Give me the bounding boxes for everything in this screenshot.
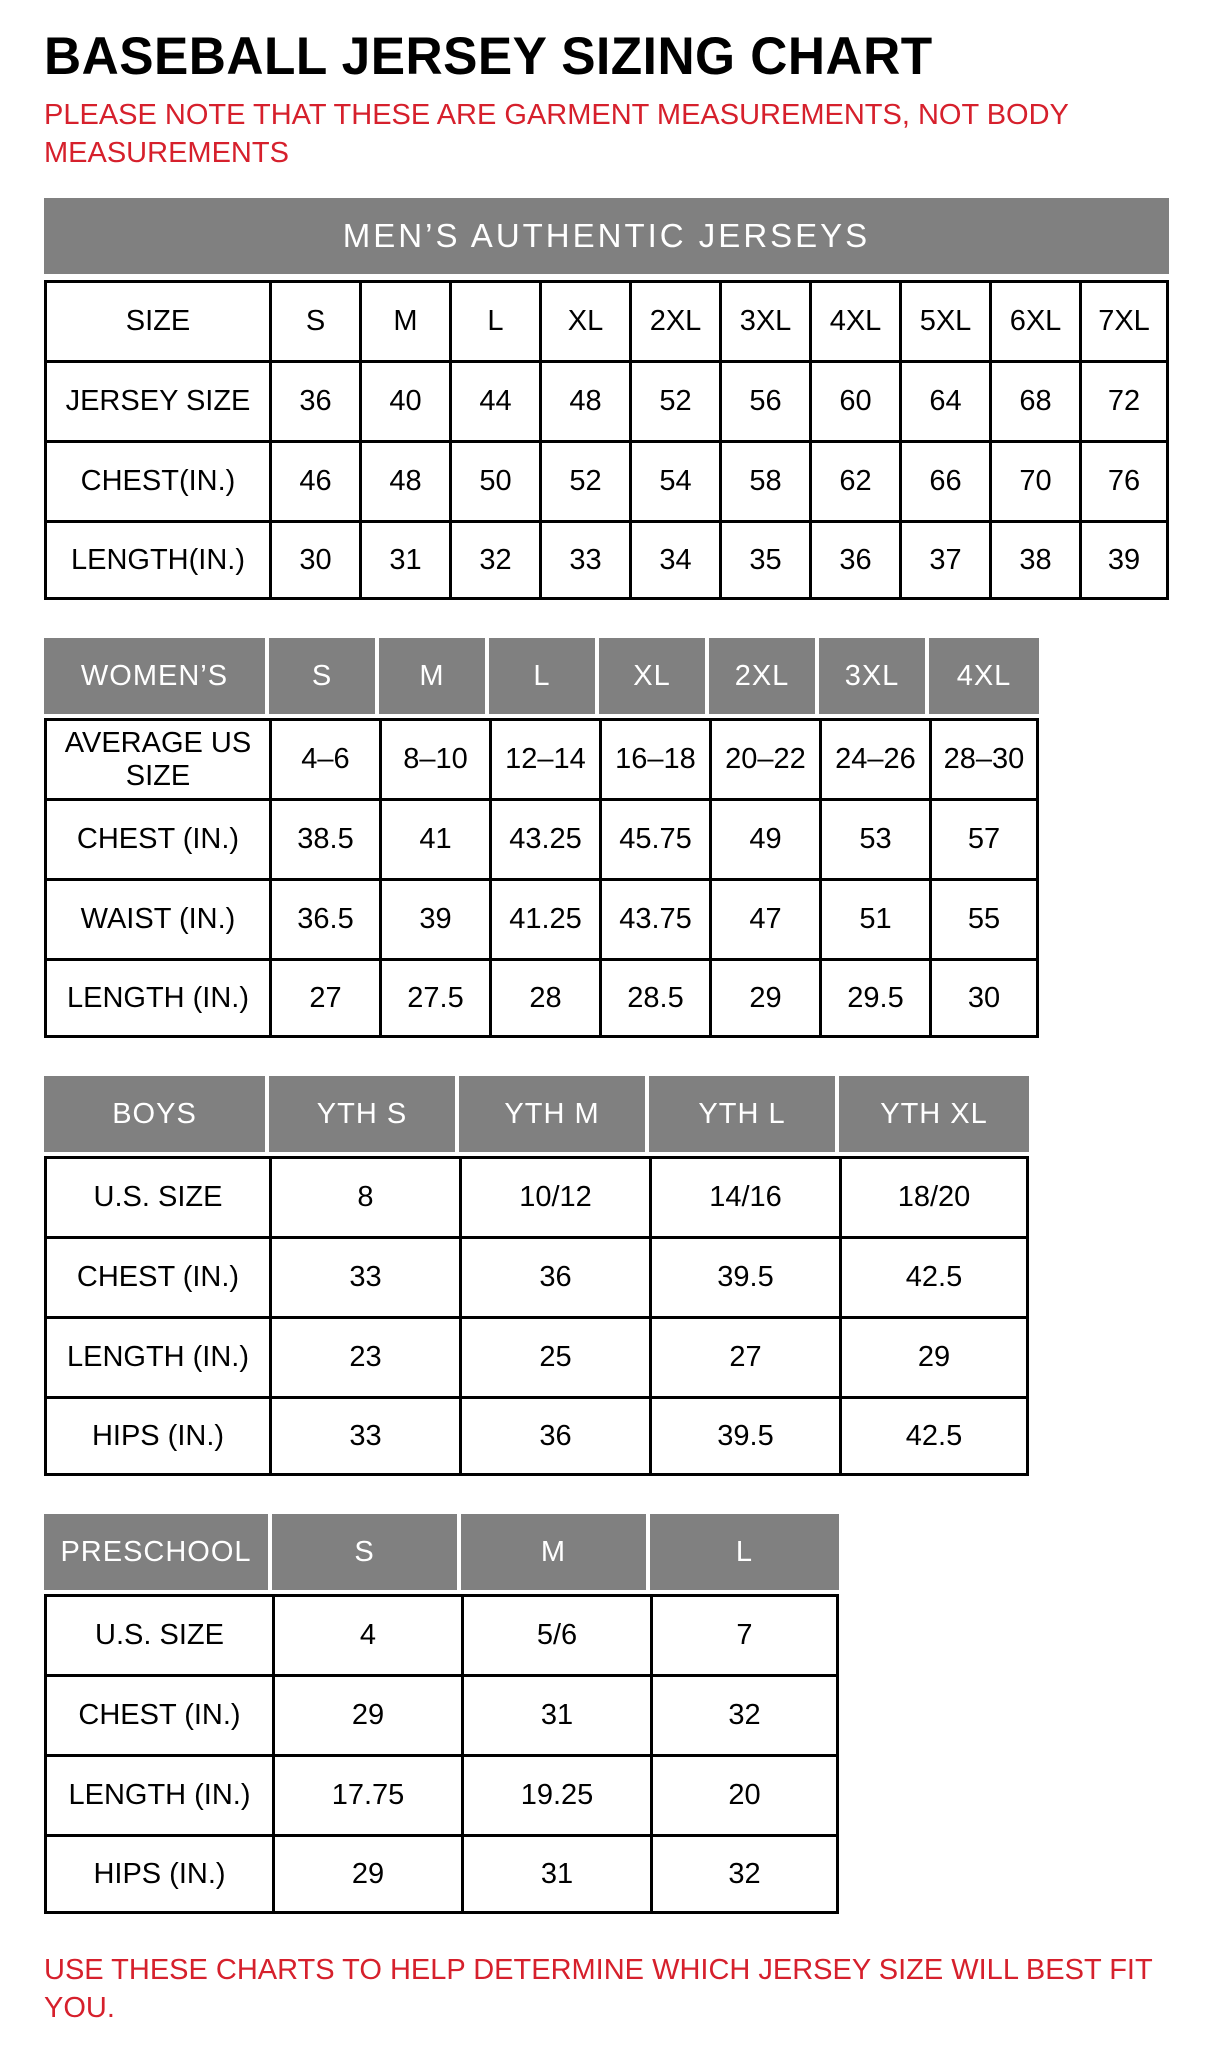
mens-table-banner: MEN’S AUTHENTIC JERSEYS [44, 198, 1169, 274]
value-cell: 56 [719, 360, 809, 440]
table-row [44, 1754, 839, 1834]
value-cell: 5/6 [461, 1594, 650, 1674]
value-cell: 41 [379, 798, 489, 878]
value-cell: 36 [459, 1236, 649, 1316]
value-cell: 27 [269, 958, 379, 1038]
value-cell: 33 [269, 1396, 459, 1476]
value-cell: 48 [539, 360, 629, 440]
value-cell: 20–22 [709, 718, 819, 798]
value-cell: 40 [359, 360, 449, 440]
value-cell: 39 [379, 878, 489, 958]
value-cell: 36 [459, 1396, 649, 1476]
size-header-cell: S [272, 1514, 461, 1594]
size-header-cell: YTH L [649, 1076, 839, 1156]
value-cell: 43.25 [489, 798, 599, 878]
garment-measurement-note: PLEASE NOTE THAT THESE ARE GARMENT MEASUREMENTS, NOT BODY MEASUREMENTS [44, 99, 1069, 169]
value-cell: 32 [650, 1834, 839, 1914]
value-cell: 62 [809, 440, 899, 520]
value-cell: 4XL [809, 280, 899, 360]
value-cell: 72 [1079, 360, 1169, 440]
value-cell: 49 [709, 798, 819, 878]
table-title-cell: WOMEN’S [44, 638, 269, 718]
value-cell: 31 [461, 1674, 650, 1754]
value-cell: 18/20 [839, 1156, 1029, 1236]
value-cell: 46 [269, 440, 359, 520]
row-label-cell: AVERAGE US SIZE [44, 718, 269, 798]
value-cell: 28–30 [929, 718, 1039, 798]
value-cell: 31 [461, 1834, 650, 1914]
size-header-cell: 2XL [709, 638, 819, 718]
row-label-cell: LENGTH (IN.) [44, 1754, 272, 1834]
row-label-cell: CHEST (IN.) [44, 1674, 272, 1754]
value-cell: 36 [269, 360, 359, 440]
value-cell: 25 [459, 1316, 649, 1396]
boys-sizing-table [44, 1076, 1029, 1476]
table-row [44, 1076, 1029, 1156]
table-title-cell: BOYS [44, 1076, 269, 1156]
value-cell: XL [539, 280, 629, 360]
value-cell: 41.25 [489, 878, 599, 958]
value-cell: 60 [809, 360, 899, 440]
value-cell: 10/12 [459, 1156, 649, 1236]
value-cell: 70 [989, 440, 1079, 520]
table-row [44, 878, 1039, 958]
value-cell: 17.75 [272, 1754, 461, 1834]
mens-table-section [44, 198, 1176, 600]
value-cell: 12–14 [489, 718, 599, 798]
value-cell: 30 [929, 958, 1039, 1038]
size-header-cell: S [269, 638, 379, 718]
value-cell: 31 [359, 520, 449, 600]
value-cell: 47 [709, 878, 819, 958]
row-label-cell: HIPS (IN.) [44, 1834, 272, 1914]
mens-sizing-table [44, 280, 1169, 600]
row-label-cell: U.S. SIZE [44, 1594, 272, 1674]
value-cell: 14/16 [649, 1156, 839, 1236]
value-cell: 7 [650, 1594, 839, 1674]
row-label-cell: LENGTH(IN.) [44, 520, 269, 600]
value-cell: 29 [709, 958, 819, 1038]
value-cell: 48 [359, 440, 449, 520]
page-title: BASEBALL JERSEY SIZING CHART [44, 27, 933, 86]
value-cell: M [359, 280, 449, 360]
value-cell: 29.5 [819, 958, 929, 1038]
value-cell: 8 [269, 1156, 459, 1236]
value-cell: 36 [809, 520, 899, 600]
value-cell: 76 [1079, 440, 1169, 520]
row-label-cell: SIZE [44, 280, 269, 360]
table-row [44, 958, 1039, 1038]
row-label-cell: WAIST (IN.) [44, 878, 269, 958]
table-row [44, 360, 1169, 440]
value-cell: 39 [1079, 520, 1169, 600]
value-cell: 53 [819, 798, 929, 878]
value-cell: L [449, 280, 539, 360]
value-cell: 28.5 [599, 958, 709, 1038]
value-cell: 2XL [629, 280, 719, 360]
value-cell: 4 [272, 1594, 461, 1674]
table-row [44, 638, 1039, 718]
value-cell: 3XL [719, 280, 809, 360]
size-header-cell: 3XL [819, 638, 929, 718]
size-header-cell: YTH S [269, 1076, 459, 1156]
value-cell: 29 [272, 1834, 461, 1914]
value-cell: 28 [489, 958, 599, 1038]
value-cell: 33 [269, 1236, 459, 1316]
value-cell: 33 [539, 520, 629, 600]
preschool-sizing-table [44, 1514, 839, 1914]
value-cell: 52 [539, 440, 629, 520]
value-cell: 4–6 [269, 718, 379, 798]
value-cell: 38 [989, 520, 1079, 600]
table-title-cell: PRESCHOOL [44, 1514, 272, 1594]
value-cell: 32 [449, 520, 539, 600]
value-cell: 64 [899, 360, 989, 440]
value-cell: 29 [272, 1674, 461, 1754]
table-row [44, 280, 1169, 360]
value-cell: 36.5 [269, 878, 379, 958]
value-cell: 42.5 [839, 1396, 1029, 1476]
value-cell: 19.25 [461, 1754, 650, 1834]
value-cell: 51 [819, 878, 929, 958]
womens-sizing-table [44, 638, 1039, 1038]
value-cell: 54 [629, 440, 719, 520]
value-cell: 34 [629, 520, 719, 600]
value-cell: 39.5 [649, 1236, 839, 1316]
value-cell: S [269, 280, 359, 360]
table-row [44, 520, 1169, 600]
table-row [44, 798, 1039, 878]
size-header-cell: L [650, 1514, 839, 1594]
size-header-cell: L [489, 638, 599, 718]
value-cell: 7XL [1079, 280, 1169, 360]
value-cell: 16–18 [599, 718, 709, 798]
row-label-cell: LENGTH (IN.) [44, 1316, 269, 1396]
table-row [44, 1674, 839, 1754]
row-label-cell: CHEST (IN.) [44, 798, 269, 878]
row-label-cell: CHEST (IN.) [44, 1236, 269, 1316]
table-row [44, 1316, 1029, 1396]
table-row [44, 1594, 839, 1674]
row-label-cell: LENGTH (IN.) [44, 958, 269, 1038]
size-header-cell: M [461, 1514, 650, 1594]
value-cell: 27.5 [379, 958, 489, 1038]
value-cell: 38.5 [269, 798, 379, 878]
value-cell: 20 [650, 1754, 839, 1834]
value-cell: 37 [899, 520, 989, 600]
size-header-cell: YTH M [459, 1076, 649, 1156]
table-row [44, 718, 1039, 798]
value-cell: 57 [929, 798, 1039, 878]
value-cell: 24–26 [819, 718, 929, 798]
row-label-cell: U.S. SIZE [44, 1156, 269, 1236]
value-cell: 32 [650, 1674, 839, 1754]
value-cell: 42.5 [839, 1236, 1029, 1316]
size-header-cell: 4XL [929, 638, 1039, 718]
value-cell: 6XL [989, 280, 1079, 360]
size-header-cell: XL [599, 638, 709, 718]
value-cell: 44 [449, 360, 539, 440]
value-cell: 45.75 [599, 798, 709, 878]
value-cell: 27 [649, 1316, 839, 1396]
row-label-cell: JERSEY SIZE [44, 360, 269, 440]
table-row [44, 440, 1169, 520]
table-row [44, 1834, 839, 1914]
value-cell: 29 [839, 1316, 1029, 1396]
womens-table-section [44, 638, 1176, 1038]
boys-table-section [44, 1076, 1176, 1476]
value-cell: 52 [629, 360, 719, 440]
row-label-cell: HIPS (IN.) [44, 1396, 269, 1476]
value-cell: 30 [269, 520, 359, 600]
value-cell: 43.75 [599, 878, 709, 958]
table-row [44, 1156, 1029, 1236]
value-cell: 39.5 [649, 1396, 839, 1476]
row-label-cell: CHEST(IN.) [44, 440, 269, 520]
value-cell: 35 [719, 520, 809, 600]
table-row [44, 1514, 839, 1594]
value-cell: 23 [269, 1316, 459, 1396]
size-header-cell: YTH XL [839, 1076, 1029, 1156]
fit-guidance-note: USE THESE CHARTS TO HELP DETERMINE WHICH JERSEY SIZE WILL BEST FIT YOU. [44, 1954, 1153, 2025]
preschool-table-section [44, 1514, 1176, 1914]
value-cell: 58 [719, 440, 809, 520]
table-row [44, 1396, 1029, 1476]
value-cell: 50 [449, 440, 539, 520]
value-cell: 66 [899, 440, 989, 520]
value-cell: 5XL [899, 280, 989, 360]
size-header-cell: M [379, 638, 489, 718]
value-cell: 55 [929, 878, 1039, 958]
value-cell: 8–10 [379, 718, 489, 798]
value-cell: 68 [989, 360, 1079, 440]
table-row [44, 1236, 1029, 1316]
